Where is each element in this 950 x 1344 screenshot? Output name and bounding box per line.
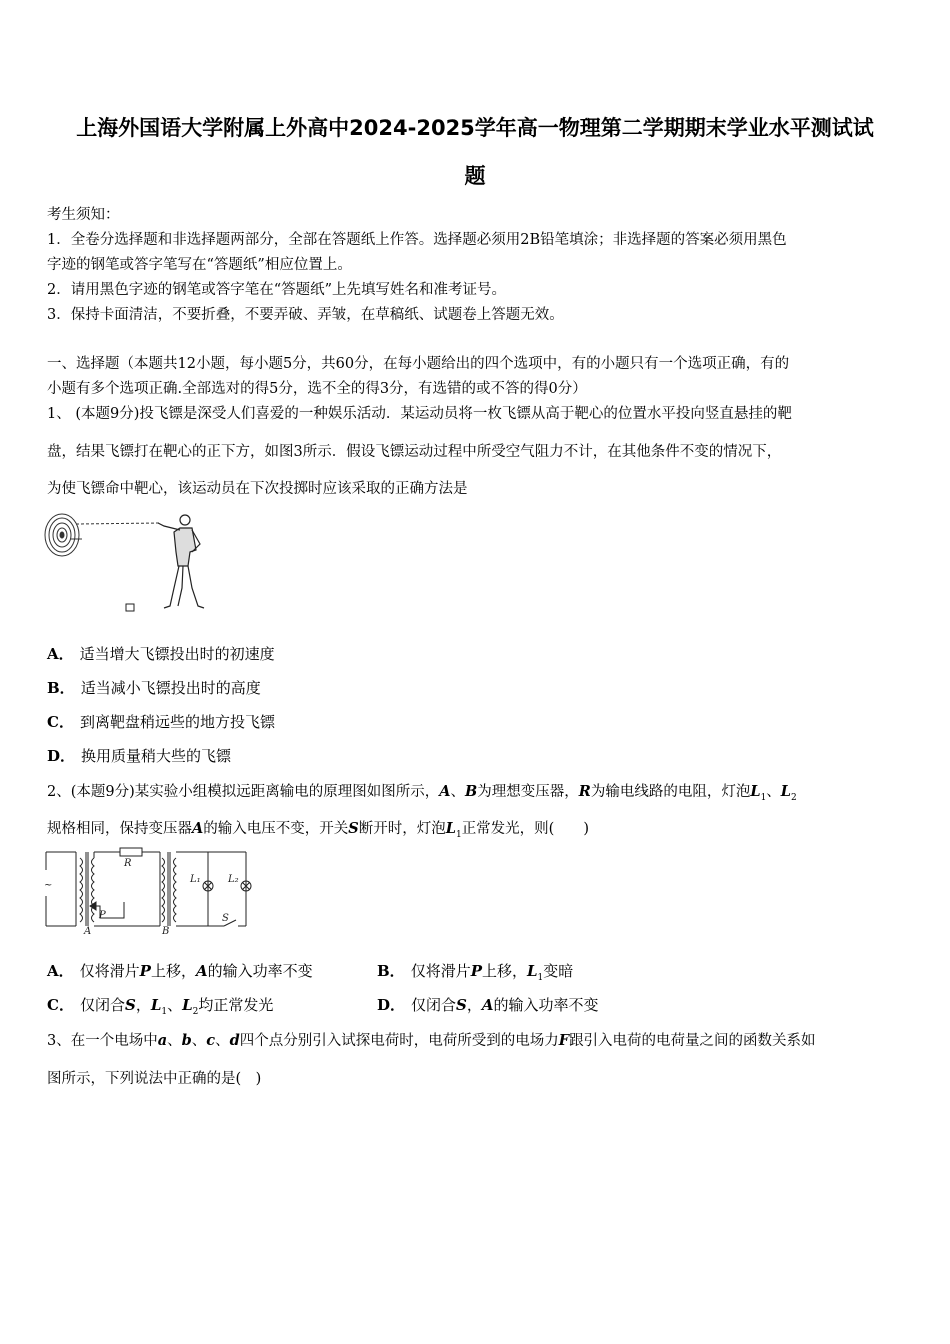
page-title-continued: 题 [464,164,486,188]
q3-stem-2: 图所示，下列说法中正确的是( ) [47,1071,262,1087]
q1-option-a[interactable] [47,643,275,664]
sep: 、 [766,784,781,800]
q1-stem-1: 1、 (本题9分)投飞镖是深受人们喜爱的一种娱乐活动．某运动员将一枚飞镖从高于靶心的位置水平投向竖直悬挂的靶 [47,406,792,422]
q2-text: 为理想变压器， [477,784,579,800]
q2-text: 断开时，灯泡 [358,821,446,837]
option-text: 仅将滑片 [79,962,140,980]
page-title: 上海外国语大学附属上外高中2024-2025学年高一物理第二学期期末学业水平测试试 [76,116,874,140]
var-R: R [578,783,591,800]
var-A: A [481,996,494,1014]
sep: 、 [191,1033,207,1049]
q2-stem-1 [47,780,797,803]
label-S: S [222,913,229,924]
option-text: 的输入功率不变 [207,962,313,980]
q2-text: 规格相同，保持变压器 [47,821,192,837]
option-label: D． [47,747,76,765]
subscript: 1 [760,792,767,803]
option-text: 到离靶盘稍远些的地方投飞镖 [79,713,275,731]
option-text: 的输入功率不变 [493,996,599,1014]
var-d: d [229,1032,240,1049]
var-F: F [558,1032,570,1049]
q2-option-d[interactable] [377,994,599,1015]
var-L: L [445,820,456,837]
subscript: 1 [455,829,462,840]
q1-option-d[interactable] [47,745,231,766]
label-R: R [124,858,132,869]
option-text: 均正常发光 [198,996,274,1014]
notice-heading: 考生须知： [47,207,120,223]
small-box [126,604,134,611]
sep: 、 [450,784,466,800]
option-text: ， [466,996,482,1014]
option-text: 仅将滑片 [410,962,471,980]
var-A: A [195,962,208,980]
var-S: S [456,996,467,1014]
subscript: 2 [192,1007,199,1017]
q2-option-a[interactable] [47,960,313,981]
var-B: B [465,783,478,800]
dartboard-icon [45,514,79,556]
ac-source-label: ~ [44,880,53,891]
q1-dart-figure [42,508,217,612]
q2-text: 2、(本题9分)某实验小组模拟远距离输电的原理图如图所示， [47,784,440,800]
option-label: A． [47,645,74,663]
q2-text: 正常发光，则( ) [461,821,590,837]
sep: 、 [167,1033,182,1049]
q1-option-c[interactable] [47,711,275,732]
var-P: P [139,962,151,980]
subscript: 1 [537,973,544,983]
option-text: 仅闭合 [411,996,457,1014]
option-text: 变暗 [543,962,574,980]
option-label: C． [47,713,74,731]
label-L2: L₂ [228,874,239,885]
var-S: S [124,996,136,1014]
sep: 、 [215,1033,230,1049]
q2-option-c[interactable] [47,994,273,1017]
q1-stem-3: 为使飞镖命中靶心，该运动员在下次投掷时应该采取的正确方法是 [47,481,468,497]
notice-item-2: 2．请用黑色字迹的钢笔或答字笔在“答题纸”上先填写姓名和准考证号。 [47,282,507,298]
q3-text: 四个点分别引入试探电荷时，电荷所受到的电场力 [239,1033,559,1049]
var-b: b [181,1032,192,1049]
option-label: D． [377,996,406,1014]
option-label: B． [377,962,405,980]
q2-text: 的输入电压不变，开关 [203,821,349,837]
label-A: A [84,926,92,936]
q2-stem-2 [47,817,589,840]
q3-stem-1 [47,1029,816,1050]
q2-text: 为输电线路的电阻，灯泡 [590,784,751,800]
sep: 、 [167,996,183,1014]
option-text: ， [135,996,151,1014]
section-heading: 一、选择题（本题共12小题，每小题5分，共60分，在每小题给出的四个选项中，有的小题只有一个选项正确，有的 [47,356,790,372]
var-P: P [470,962,482,980]
q3-text: 跟引入电荷的电荷量之间的函数关系如 [569,1033,816,1049]
label-L1: L₁ [190,874,201,885]
trajectory-line [76,523,160,524]
label-B: B [162,926,170,936]
label-P: P [99,910,106,921]
option-text: 仅闭合 [79,996,125,1014]
var-L: L [750,783,761,800]
option-text: 换用质量稍大些的飞镖 [81,747,232,765]
var-A: A [192,820,204,837]
var-L: L [527,962,538,980]
var-S: S [348,820,359,837]
option-text: 上移， [150,962,196,980]
option-text: 适当减小飞镖投出时的高度 [80,679,261,697]
section-heading-cont: 小题有多个选项正确.全部选对的得5分，选不全的得3分，有选错的或不答的得0分） [47,381,587,397]
option-text: 上移， [481,962,527,980]
notice-item-1: 1．全卷分选择题和非选择题两部分，全部在答题纸上作答。选择题必须用2B铅笔填涂；非选择题的答案必须用黑色 [47,232,787,248]
option-label: B． [47,679,75,697]
notice-item-3: 3．保持卡面清洁，不要折叠，不要弄破、弄皱，在草稿纸、试题卷上答题无效。 [47,307,564,323]
q2-circuit-diagram [40,844,265,936]
option-label: C． [47,996,74,1014]
thrower-figure [158,515,204,608]
q1-stem-2: 盘，结果飞镖打在靶心的正下方，如图3所示．假设飞镖运动过程中所受空气阻力不计，在其他条件不变的情况下， [47,444,782,460]
var-L: L [150,996,162,1014]
q3-text: 3、在一个电场中 [47,1033,158,1049]
notice-item-1-cont: 字迹的钢笔或答字笔写在“答题纸”相应位置上。 [47,257,352,273]
var-a: a [157,1032,168,1049]
var-L: L [780,783,791,800]
var-A: A [439,783,451,800]
var-c: c [206,1032,216,1049]
subscript: 1 [161,1007,168,1017]
subscript: 2 [791,792,797,803]
q1-option-b[interactable] [47,677,261,698]
q2-option-b[interactable] [377,960,573,983]
var-L: L [182,996,193,1014]
option-label: A． [47,962,74,980]
option-text: 适当增大飞镖投出时的初速度 [79,645,275,663]
